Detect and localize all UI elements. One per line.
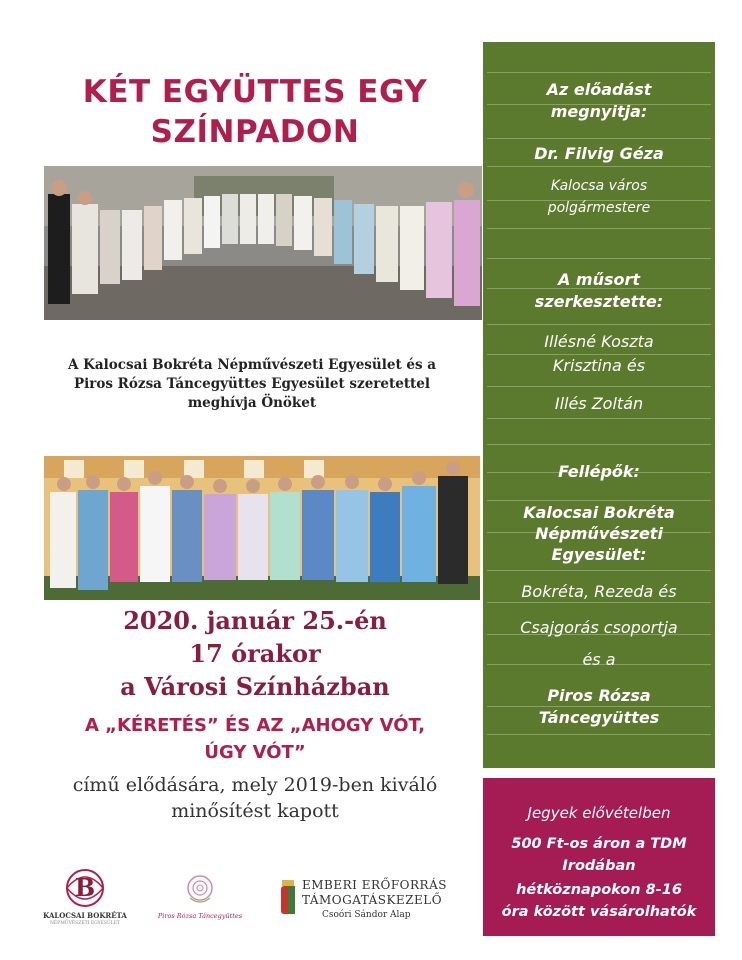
emmi-logo [278,876,458,926]
invitation-text [30,356,474,413]
tickets-line-3: hétköznapokon 8-16 [516,882,682,898]
opener-label-2: megnyitja: [550,102,648,121]
bokreta-logo [40,866,130,932]
editor-label-1: A műsort [557,270,641,289]
event-venue: a Városi Színházban [120,672,390,701]
event-date: 2020. január 25.-én [123,606,387,635]
group1-sub-a: Bokréta, Rezeda és [521,582,677,601]
svg-text:B: B [74,873,96,902]
title-line-1: KÉT EGYÜTTES EGY [82,74,428,110]
editor-1b: Krisztina és [552,356,646,375]
show-title-line-2: ÚGY VÓT” [204,742,306,763]
group1-sub-b: Csajgorás csoportja [520,618,678,637]
show-description [30,772,480,824]
show-desc-line-2: minősítést kapott [171,800,339,822]
group2-line-b: Táncegyüttes [538,708,660,727]
editor-1a: Illésné Koszta [544,332,654,351]
tickets-heading: Jegyek elővételben [527,804,671,822]
opener-label-1: Az előadást [546,80,652,99]
performers-label: Fellépők: [558,462,640,481]
emmi-line-3: Csoóri Sándor Alap [322,910,411,920]
emmi-line-2: TÁMOGATÁSKEZELŐ [302,893,443,907]
invitation-line-2: Piros Rózsa Táncegyüttes Egyesület szeretettel [73,376,431,392]
group1-line-a: Kalocsai Bokréta [523,503,675,522]
tickets-line-2: Irodában [562,858,636,874]
group1-line-c: Egyesület: [551,545,647,564]
event-date-block [30,604,480,703]
group-photo-semicircle [44,166,482,320]
opener-name: Dr. Filvig Géza [534,144,664,163]
opener-role-1: Kalocsa város [550,178,648,194]
emmi-line-1: EMBERI ERŐFORRÁS [302,878,447,892]
show-desc-line-1: című elődására, mely 2019-ben kiváló [72,774,438,796]
editor-label-2: szerkesztette: [534,292,664,311]
bokreta-emblem-icon [40,866,130,910]
opener-role-2: polgármestere [547,200,651,216]
title-line-2: SZÍNPADON [150,114,360,150]
show-title-line-1: A „KÉRETÉS” ÉS AZ „AHOGY VÓT, [84,715,426,736]
piros-rozsa-logo [157,870,243,930]
group2-line-a: Piros Rózsa [547,686,651,705]
bokreta-logo-name: KALOCSAI BOKRÉTA [43,911,127,920]
show-title [30,712,480,766]
invitation-line-3: meghívja Önöket [187,395,317,411]
tickets-line-4: óra között vásárolhatók [501,904,697,920]
program-sidebar [483,42,715,768]
rose-icon [160,870,240,910]
piros-rozsa-logo-name: Piros Rózsa Táncegyüttes [157,912,243,920]
tickets-line-1: 500 Ft-os áron a TDM [511,836,687,852]
tickets-box [483,778,715,936]
editor-2: Illés Zoltán [554,394,644,413]
group1-line-b: Népművészeti [535,524,663,543]
hungarian-crest-icon [278,876,298,920]
event-time: 17 órakor [189,639,321,668]
bokreta-logo-sub: NÉPMŰVÉSZETI EGYESÜLET [49,921,121,926]
invitation-line-1: A Kalocsai Bokréta Népművészeti Egyesület és a [67,357,437,373]
poster-title [30,72,480,152]
group-photo-building [44,456,480,600]
group1-sub-c: és a [582,650,616,669]
